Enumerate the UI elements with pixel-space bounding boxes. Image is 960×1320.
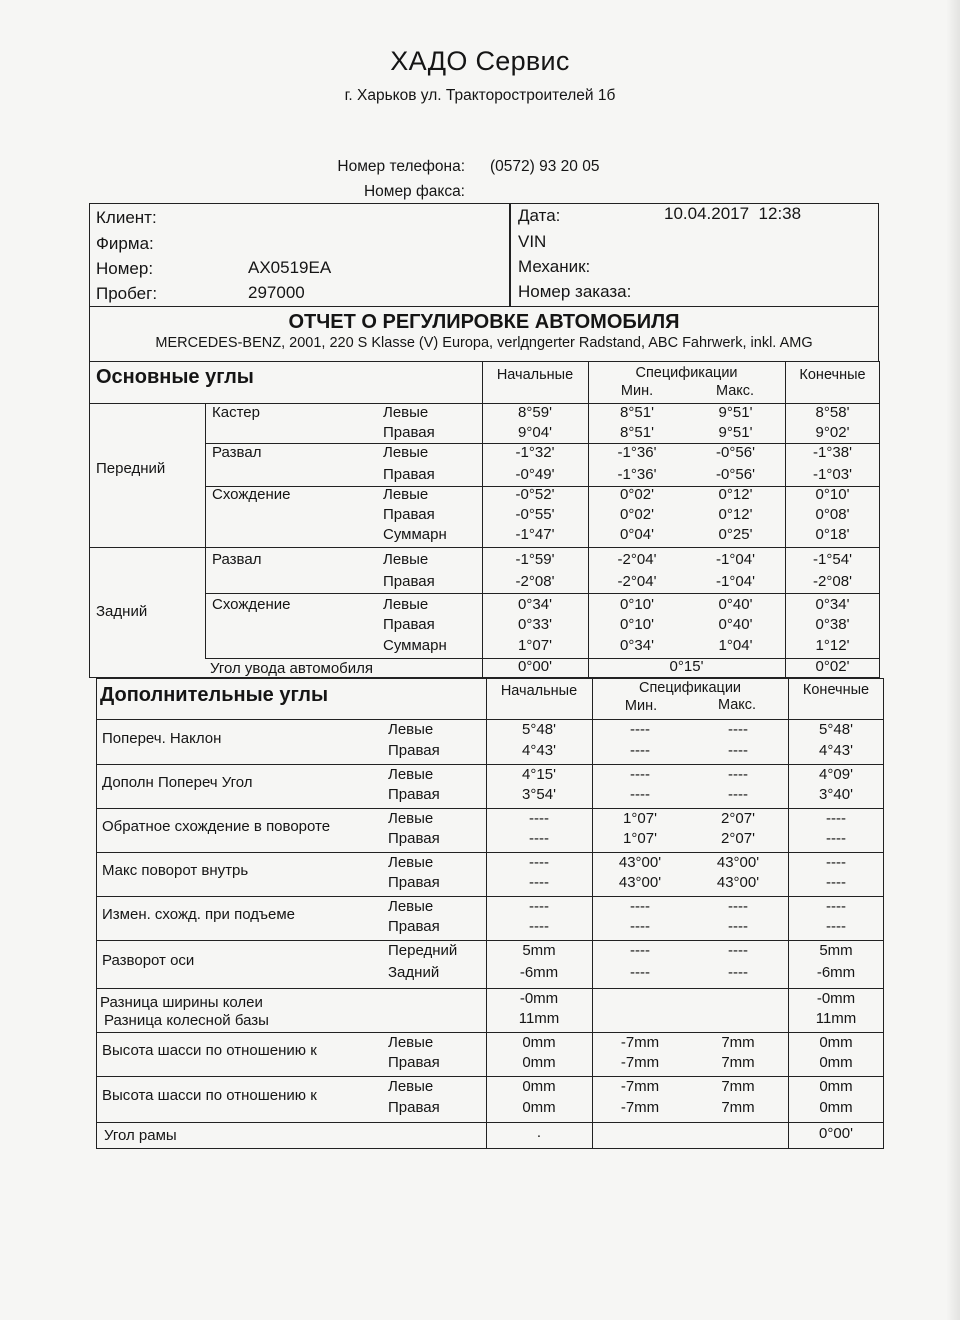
col-min-header: Мин. [620,383,654,399]
initial-value: ---- [529,854,549,871]
spec-max-value: ---- [728,786,748,803]
group-rule [96,852,884,853]
rear-axle-label: Задний [96,603,148,620]
mileage-value: 297000 [248,283,305,302]
spec-max-value: 9°51' [718,404,753,421]
spec-max-value: 43°00' [716,854,760,871]
group-rule [205,593,880,594]
side-label: Суммарн [383,637,447,654]
initial-value: -0°49' [515,466,555,483]
side-label: Левые [383,404,429,421]
extra-section-title: Дополнительные углы [100,684,329,706]
scan-edge [946,0,960,1320]
initial-value: -0°55' [515,506,555,523]
company-name: ХАДО Сервис [390,46,570,76]
group-rule [96,808,884,809]
spec-min-value: 0°02' [620,506,654,523]
final-value: ---- [826,830,846,847]
measure-group-label: Измен. схожд. при подъеме [102,906,296,923]
initial-value: 11mm [518,1010,560,1027]
side-label: Левые [383,486,429,503]
date-value: 10.04.2017 12:38 [664,204,802,223]
spec-max-value: 9°51' [718,424,753,441]
main-section-title: Основные углы [96,366,254,388]
measure-group-label: Схождение [212,596,291,613]
spec-min-value: -7mm [620,1034,660,1051]
frame-initial-value: . [536,1124,542,1141]
final-value: ---- [826,810,846,827]
measure-group-label: Макс поворот внутрь [102,862,249,879]
side-label: Передний [388,942,458,959]
col-min-header: Мин. [624,698,658,714]
initial-value: 3°54' [522,786,556,803]
spec-min-value: ---- [630,742,650,759]
side-label: Правая [388,874,440,891]
measure-group-label: Развал [212,444,262,461]
firm-label: Фирма: [96,234,154,253]
thrust-initial-value: 0°00' [518,658,552,675]
spec-max-value: 0°12' [718,486,753,503]
final-value: 5°48' [819,721,853,738]
side-label: Правая [388,830,440,847]
side-label: Левые [383,596,429,613]
side-label: Левые [383,551,429,568]
final-value: ---- [826,854,846,871]
initial-value: 5mm [522,942,556,959]
spec-max-value: -1°04' [716,551,755,568]
initial-value: 0°33' [518,616,552,633]
spec-min-value: 0°10' [620,596,654,613]
side-label: Левые [388,854,434,871]
final-value: 0mm [819,1034,853,1051]
initial-value: -1°47' [515,526,555,543]
final-value: 3°40' [819,786,853,803]
initial-value: 0mm [522,1078,556,1095]
spec-min-value: 43°00' [618,854,662,871]
phone-label: Номер телефона: [337,158,465,175]
spec-min-value: -7mm [620,1054,660,1071]
measure-group-label: Разворот оси [102,952,195,969]
side-label: Правая [383,573,435,590]
spec-max-value: 0°40' [718,616,753,633]
final-value: 9°02' [815,424,850,441]
mechanic-label: Механик: [518,257,591,276]
spec-min-value: 8°51' [620,404,654,421]
thrust-spec-value: 0°15' [669,658,704,675]
thrust-angle-label: Угол увода автомобиля [210,660,374,677]
measure-group-label: Разница колесной базы [104,1012,269,1029]
group-rule [96,764,884,765]
initial-value: 0mm [522,1054,556,1071]
mileage-label: Пробег: [96,284,158,303]
final-value: 0°38' [815,616,850,633]
final-value: 0mm [819,1054,853,1071]
info-divider [509,204,511,306]
final-value: -2°08' [813,573,852,590]
measure-group-label: Дополн Попереч Угол [102,774,253,791]
side-label: Задний [388,964,440,981]
spec-max-value: ---- [728,742,748,759]
initial-value: ---- [529,918,549,935]
group-rule [96,940,884,941]
spec-min-value: ---- [630,918,650,935]
front-axle-label: Передний [96,460,166,477]
side-label: Правая [383,616,435,633]
initial-value: 4°15' [522,766,556,783]
spec-min-value: -2°04' [617,551,657,568]
side-label: Правая [388,786,440,803]
col-final-header: Конечные [799,367,866,383]
final-value: ---- [826,898,846,915]
spec-max-value: -0°56' [716,466,755,483]
spec-max-value: 1°04' [718,637,753,654]
vin-label: VIN [518,232,547,251]
initial-value: ---- [529,830,549,847]
date-label: Дата: [518,206,561,225]
measure-group-label: Кастер [212,404,260,421]
side-label: Левые [388,721,434,738]
side-label: Левые [388,766,434,783]
initial-value: 9°04' [518,424,552,441]
final-value: 8°58' [815,404,850,421]
initial-value: -1°32' [515,444,555,461]
initial-value: 1°07' [518,637,552,654]
final-value: -0mm [816,990,856,1007]
initial-value: 0°34' [518,596,552,613]
spec-min-value: ---- [630,786,650,803]
initial-value: -0mm [519,990,559,1007]
final-value: 0°08' [815,506,850,523]
side-label: Левые [388,810,434,827]
spec-max-value: ---- [728,942,748,959]
final-value: 1°12' [815,637,850,654]
col-max-header: Макс. [717,697,757,713]
final-value: 0°18' [815,526,850,543]
initial-value: -6mm [519,964,559,981]
final-value: ---- [826,874,846,891]
initial-value: -0°52' [515,486,555,503]
col-max-header: Макс. [715,383,755,399]
company-address: г. Харьков ул. Тракторостроителей 1б [344,87,616,104]
spec-max-value: ---- [728,918,748,935]
spec-min-value: -2°04' [617,573,657,590]
measure-group-label: Высота шасси по отношению к [102,1042,317,1059]
spec-max-value: 7mm [721,1054,755,1071]
group-rule [96,1076,884,1077]
spec-min-value: ---- [630,766,650,783]
final-value: 11mm [815,1010,857,1027]
final-value: 0°10' [815,486,850,503]
spec-max-value: ---- [728,964,748,981]
initial-value: ---- [529,874,549,891]
measure-group-label: Разница ширины колеи [100,994,263,1011]
initial-value: 0mm [522,1099,556,1116]
final-value: 5mm [819,942,853,959]
final-value: -1°03' [813,466,852,483]
side-label: Правая [388,1054,440,1071]
measure-group-label: Попереч. Наклон [102,730,222,747]
spec-max-value: 0°40' [718,596,753,613]
spec-min-value: -7mm [620,1099,660,1116]
side-label: Левые [383,444,429,461]
initial-value: ---- [529,898,549,915]
spec-max-value: -0°56' [716,444,755,461]
col-final-header: Конечные [802,682,870,698]
phone-value: (0572) 93 20 05 [490,158,600,175]
group-rule [96,1032,884,1033]
side-label: Правая [388,1099,440,1116]
side-label: Левые [388,898,434,915]
side-label: Левые [388,1034,434,1051]
extra-header-rule [96,719,884,720]
group-col-rule [205,403,206,658]
spec-min-value: 0°04' [620,526,654,543]
group-rule [96,896,884,897]
side-label: Левые [388,1078,434,1095]
spec-min-value: 0°34' [620,637,654,654]
initial-value: -2°08' [515,573,555,590]
initial-value: 8°59' [518,404,552,421]
col-spec-header: Спецификации [638,680,742,696]
initial-value: 0mm [522,1034,556,1051]
spec-min-value: -7mm [620,1078,660,1095]
spec-min-value: 8°51' [620,424,654,441]
spec-max-value: 0°12' [718,506,753,523]
final-value: -1°38' [813,444,852,461]
spec-min-value: -1°36' [617,444,657,461]
report-title: ОТЧЕТ О РЕГУЛИРОВКЕ АВТОМОБИЛЯ [288,311,680,333]
final-value: -6mm [816,964,856,981]
spec-min-value: 0°10' [620,616,654,633]
spec-max-value: 7mm [721,1034,755,1051]
spec-max-value: ---- [728,898,748,915]
axle-rule [89,547,880,548]
side-label: Правая [388,918,440,935]
final-value: -1°54' [813,551,852,568]
measure-group-label: Обратное схождение в повороте [102,818,331,835]
spec-min-value: 43°00' [618,874,662,891]
number-value: AX0519EA [248,258,332,277]
col-spec-header: Спецификации [635,365,738,381]
spec-max-value: 43°00' [716,874,760,891]
measure-group-label: Схождение [212,486,291,503]
initial-value: 5°48' [522,721,556,738]
measure-group-label: Развал [212,551,262,568]
spec-min-value: 0°02' [620,486,654,503]
spec-min-value: 1°07' [623,810,657,827]
fax-label: Номер факса: [363,183,465,200]
final-value: ---- [826,918,846,935]
col-initial-header: Начальные [500,683,578,699]
spec-max-value: 7mm [721,1078,755,1095]
final-value: 0°34' [815,596,850,613]
side-label: Правая [383,424,435,441]
final-value: 4°43' [819,742,853,759]
spec-min-value: ---- [630,964,650,981]
order-label: Номер заказа: [518,282,632,301]
spec-min-value: 1°07' [623,830,657,847]
spec-min-value: ---- [630,942,650,959]
initial-value: -1°59' [515,551,555,568]
col-initial-header: Начальные [496,367,574,383]
spec-max-value: 7mm [721,1099,755,1116]
measure-group-label: Высота шасси по отношению к [102,1087,317,1104]
vehicle-description: MERCEDES-BENZ, 2001, 220 S Klasse (V) Europa, verlдngerter Radstand, ABC Fahrwerk, inkl. AMG [155,335,813,351]
spec-max-value: 2°07' [721,830,755,847]
spec-min-value: ---- [630,721,650,738]
spec-min-value: ---- [630,898,650,915]
spec-max-value: 0°25' [718,526,753,543]
spec-max-value: ---- [728,721,748,738]
spec-max-value: -1°04' [716,573,755,590]
side-label: Правая [383,506,435,523]
initial-value: ---- [529,810,549,827]
frame-final-value: 0°00' [819,1125,853,1142]
client-label: Клиент: [96,208,157,227]
side-label: Правая [388,742,440,759]
initial-value: 4°43' [522,742,556,759]
spec-max-value: ---- [728,766,748,783]
number-label: Номер: [96,259,154,278]
final-value: 4°09' [819,766,853,783]
spec-max-value: 2°07' [721,810,755,827]
group-rule [96,988,884,989]
side-label: Суммарн [383,526,447,543]
spec-min-value: -1°36' [617,466,657,483]
side-label: Правая [383,466,435,483]
group-rule [96,1122,884,1123]
frame-angle-label: Угол рамы [104,1127,177,1144]
thrust-final-value: 0°02' [815,658,850,675]
final-value: 0mm [819,1078,853,1095]
final-value: 0mm [819,1099,853,1116]
